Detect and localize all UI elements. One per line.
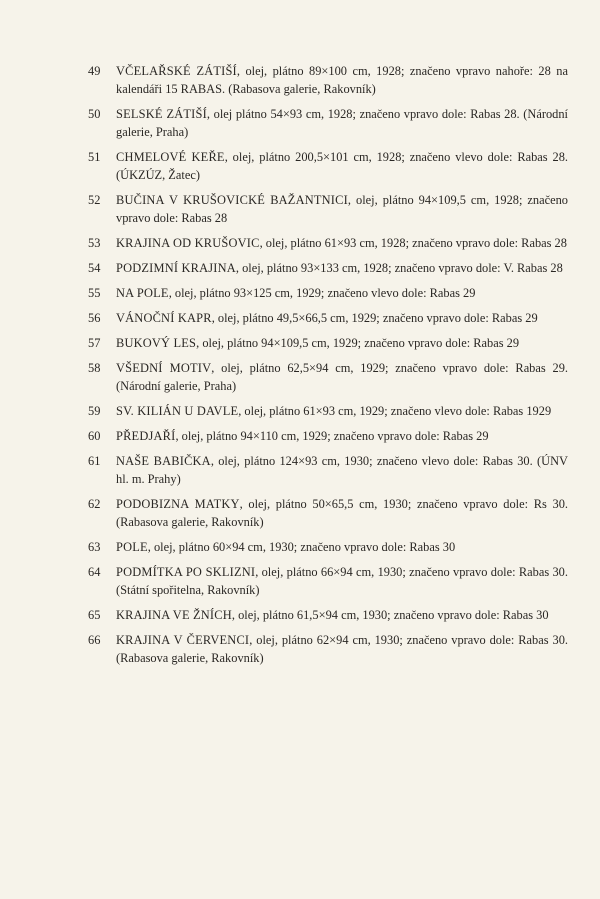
list-item (88, 334, 568, 352)
artwork-details: , olej, plátno 94×109,5 cm, 1929; značeno vpravo dole: Rabas 29 (196, 336, 520, 350)
artwork-details: , olej, plátno 94×109,5 cm, 1928; značeno vpravo dole: Rabas 28 (116, 193, 568, 225)
artwork-title: NA POLE (116, 286, 169, 300)
entry-number: 49 (88, 64, 101, 78)
artwork-list (88, 62, 568, 674)
entry-number: 56 (88, 311, 101, 325)
list-item (88, 538, 568, 556)
artwork-details: , olej, plátno 66×94 cm, 1930; značeno vpravo dole: Rabas 30. (Státní spořitelna, Rakovník) (116, 565, 568, 597)
artwork-details: , olej, plátno 61×93 cm, 1928; značeno vpravo dole: Rabas 28 (259, 236, 567, 250)
artwork-details: , olej, plátno 61,5×94 cm, 1930; značeno vpravo dole: Rabas 30 (231, 608, 549, 622)
entry-number: 66 (88, 633, 101, 647)
artwork-details: , olej, plátno 93×125 cm, 1929; značeno vlevo dole: Rabas 29 (168, 286, 476, 300)
entry-number: 62 (88, 497, 101, 511)
list-item (88, 284, 568, 302)
artwork-title: PŘEDJAŘÍ (116, 429, 176, 443)
entry-number: 61 (88, 454, 101, 468)
artwork-details: , olej, plátno 200,5×101 cm, 1928; značeno vlevo dole: Rabas 28. (ÚKZÚZ, Žatec) (116, 150, 568, 182)
entry-number: 50 (88, 107, 101, 121)
artwork-title: CHMELOVÉ KEŘE (116, 150, 225, 164)
list-item (88, 631, 568, 667)
artwork-details: , olej, plátno 124×93 cm, 1930; značeno vlevo dole: Rabas 30. (ÚNV hl. m. Prahy) (116, 454, 568, 486)
artwork-title: PODZIMNÍ KRAJINA (116, 261, 236, 275)
entry-number: 52 (88, 193, 101, 207)
entry-number: 64 (88, 565, 101, 579)
list-item (88, 309, 568, 327)
artwork-title: VÁNOČNÍ KAPR (116, 311, 212, 325)
entry-number: 55 (88, 286, 101, 300)
artwork-details: , olej, plátno 49,5×66,5 cm, 1929; značeno vpravo dole: Rabas 29 (211, 311, 538, 325)
list-item (88, 62, 568, 98)
list-item (88, 452, 568, 488)
list-item (88, 402, 568, 420)
artwork-details: , olej, plátno 62×94 cm, 1930; značeno vpravo dole: Rabas 30. (Rabasova galerie, Rakovník) (116, 633, 568, 665)
artwork-title: VČELAŘSKÉ ZÁTIŠÍ (116, 64, 237, 78)
artwork-title: NAŠE BABIČKA (116, 454, 211, 468)
list-item (88, 427, 568, 445)
artwork-title: SELSKÉ ZÁTIŠÍ (116, 107, 207, 121)
artwork-title: BUKOVÝ LES (116, 336, 197, 350)
list-item (88, 148, 568, 184)
artwork-details: , olej plátno 54×93 cm, 1928; značeno vpravo dole: Rabas 28. (Národní galerie, Praha) (116, 107, 568, 139)
artwork-details: , olej, plátno 61×93 cm, 1929; značeno vlevo dole: Rabas 1929 (238, 404, 552, 418)
artwork-details: , olej, plátno 94×110 cm, 1929; značeno vpravo dole: Rabas 29 (175, 429, 489, 443)
artwork-details: , olej, plátno 60×94 cm, 1930; značeno vpravo dole: Rabas 30 (147, 540, 456, 554)
artwork-title: POLE (116, 540, 148, 554)
entry-number: 58 (88, 361, 101, 375)
list-item (88, 606, 568, 624)
artwork-details: , olej, plátno 50×65,5 cm, 1930; značeno vpravo dole: Rs 30. (Rabasova galerie, Rakovník) (116, 497, 568, 529)
list-item (88, 495, 568, 531)
artwork-title: PODOBIZNA MATKY (116, 497, 240, 511)
artwork-details: , olej, plátno 93×133 cm, 1928; značeno vpravo dole: V. Rabas 28 (235, 261, 563, 275)
entry-number: 54 (88, 261, 101, 275)
artwork-details: , olej, plátno 62,5×94 cm, 1929; značeno vpravo dole: Rabas 29. (Národní galerie, Praha) (116, 361, 568, 393)
entry-number: 60 (88, 429, 101, 443)
entry-number: 51 (88, 150, 101, 164)
artwork-details: , olej, plátno 89×100 cm, 1928; značeno vpravo nahoře: 28 na kalendáři 15 RABAS. (Rabasova galerie, Rakovník) (116, 64, 568, 96)
artwork-title: KRAJINA V ČERVENCI (116, 633, 250, 647)
entry-number: 59 (88, 404, 101, 418)
artwork-title: KRAJINA VE ŽNÍCH (116, 608, 232, 622)
artwork-title: BUČINA V KRUŠOVICKÉ BAŽANTNICI (116, 193, 348, 207)
artwork-title: VŠEDNÍ MOTIV (116, 361, 212, 375)
artwork-title: PODMÍTKA PO SKLIZNI (116, 565, 256, 579)
entry-number: 57 (88, 336, 101, 350)
list-item (88, 191, 568, 227)
entry-number: 65 (88, 608, 101, 622)
list-item (88, 563, 568, 599)
list-item (88, 234, 568, 252)
entry-number: 63 (88, 540, 101, 554)
list-item (88, 359, 568, 395)
list-item (88, 105, 568, 141)
entry-number: 53 (88, 236, 101, 250)
artwork-title: KRAJINA OD KRUŠOVIC (116, 236, 260, 250)
list-item (88, 259, 568, 277)
artwork-title: SV. KILIÁN U DAVLE (116, 404, 239, 418)
